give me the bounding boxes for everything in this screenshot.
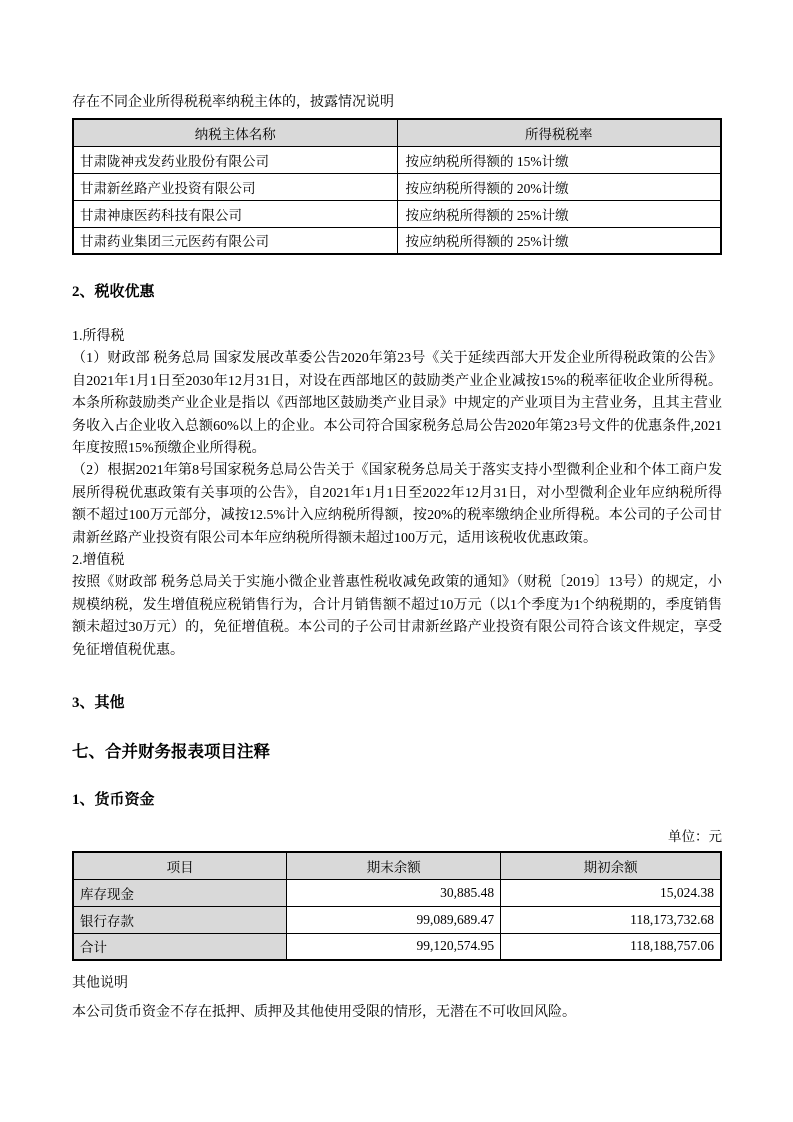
opening-balance-cell: 15,024.38: [501, 879, 721, 906]
table-row: [73, 227, 721, 254]
rate-cell: 按应纳税所得额的 15%计缴: [397, 146, 721, 173]
unit-label: 单位：元: [668, 829, 722, 845]
section-heading-tax-incentives: 2、税收优惠: [72, 284, 155, 300]
rate-cell: 按应纳税所得额的 20%计缴: [397, 173, 721, 200]
rate-cell: 按应纳税所得额的 25%计缴: [397, 200, 721, 227]
tax-table-header-row: [73, 119, 721, 146]
other-notes-text: 本公司货币资金不存在抵押、质押及其他使用受限的情形，无潜在不可收回风险。: [72, 1005, 576, 1021]
table-row: [73, 906, 721, 933]
table-row: [73, 879, 721, 906]
income-tax-subheading: 1.所得税: [72, 329, 125, 344]
section-heading-notes: 七、合并财务报表项目注释: [72, 742, 270, 762]
other-notes-label: 其他说明: [72, 976, 128, 992]
table-row: [73, 146, 721, 173]
entity-cell: 甘肃神康医药科技有限公司: [73, 200, 397, 227]
table-row: [73, 933, 721, 960]
closing-balance-cell: 30,885.48: [287, 879, 501, 906]
tax-incentives-body: [72, 326, 722, 662]
closing-balance-cell: 99,120,574.95: [287, 933, 501, 960]
tax-table-header-entity: 纳税主体名称: [73, 119, 397, 146]
tax-table-header-rate: 所得税税率: [397, 119, 721, 146]
item-cell: 合计: [73, 933, 287, 960]
section-heading-other: 3、其他: [72, 695, 125, 712]
monetary-funds-table: [72, 851, 722, 961]
section-heading-monetary-funds: 1、货币资金: [72, 792, 155, 809]
item-cell: 银行存款: [73, 906, 287, 933]
entity-cell: 甘肃新丝路产业投资有限公司: [73, 173, 397, 200]
rate-cell: 按应纳税所得额的 25%计缴: [397, 227, 721, 254]
item-cell: 库存现金: [73, 879, 287, 906]
money-table-header-row: [73, 852, 721, 879]
money-table-header-closing: 期末余额: [287, 852, 501, 879]
opening-balance-cell: 118,188,757.06: [501, 933, 721, 960]
money-table-header-item: 项目: [73, 852, 287, 879]
money-table-header-opening: 期初余额: [501, 852, 721, 879]
tax-rate-table: [72, 118, 722, 255]
table-row: [73, 200, 721, 227]
opening-balance-cell: 118,173,732.68: [501, 906, 721, 933]
entity-cell: 甘肃陇神戎发药业股份有限公司: [73, 146, 397, 173]
closing-balance-cell: 99,089,689.47: [287, 906, 501, 933]
table-row: [73, 173, 721, 200]
vat-subheading: 2.增值税: [72, 553, 125, 569]
intro-note: 存在不同企业所得税税率纳税主体的，披露情况说明: [72, 95, 394, 110]
vat-paragraph: 按照《财政部 税务总局关于实施小微企业普惠性税收减免政策的通知》（财税〔2019〕13号）的规定，小规模纳税，发生增值税应税销售行为，合计月销售额不超过10万元（以1个季度为1个纳税期的，季度销售额未超过30万元）的，免征增值税。本公司的子公司甘肃新丝路产业投资有限公司符合该文件规定，享受免征增值税优惠。: [72, 575, 722, 658]
income-tax-paragraph-2: （2）根据2021年第8号国家税务总局公告关于《国家税务总局关于落实支持小型微利企业和个体工商户发展所得税优惠政策有关事项的公告》，自2021年1月1日至2022年12月31日，对小型微利企业年应纳税所得额不超过100万元部分，减按12.5%计入应纳税所得额，按20%的税率缴纳企业所得税。本公司的子公司甘肃新丝路产业投资有限公司本年应纳税所得额未超过100万元，适用该税收优惠政策。: [72, 463, 722, 546]
income-tax-paragraph-1: （1）财政部 税务总局 国家发展改革委公告2020年第23号《关于延续西部大开发企业所得税政策的公告》自2021年1月1日至2030年12月31日，对设在西部地区的鼓励类产业企业减按15%的税率征收企业所得税。本条所称鼓励类产业企业是指以《西部地区鼓励类产业目录》中规定的产业项目为主营业务，且其主营业务收入占企业收入总额60%以上的企业。本公司符合国家税务总局公告2020年第23号文件的优惠条件,2021年度按照15%预缴企业所得税。: [72, 351, 722, 457]
entity-cell: 甘肃药业集团三元医药有限公司: [73, 227, 397, 254]
